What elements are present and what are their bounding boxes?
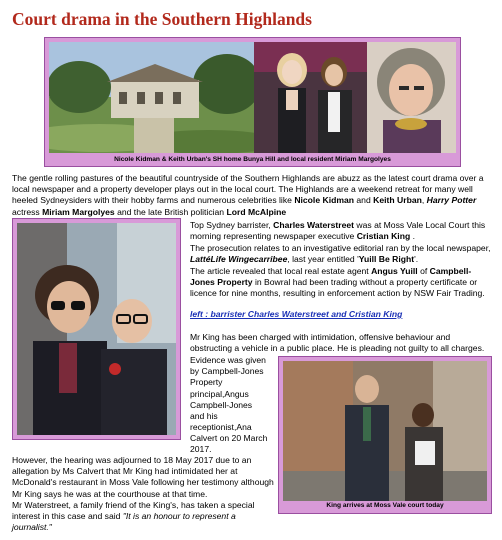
headline: Court drama in the Southern Highlands [12,9,312,29]
left-photo-frame [12,218,181,440]
waterstreet-king-photo [17,223,176,435]
barrister-paragraph: Top Sydney barrister, Charles Waterstreet was at Moss Vale Local Court this morning representing newspaper executive Cristian King . [190,220,486,242]
article-paragraph: The article revealed that local real estate agent Angus Yuill of Campbell-Jones Property in Bowral had been trading without a property certificate or licence for nine months, resulting in enforcement action by NSW Fair Trading. [190,266,485,299]
court-photo-caption: King arrives at Moss Vale court today [326,502,444,509]
king-arrives-photo [283,361,487,501]
kidman-urban-photo [254,42,367,153]
miriam-margolyes-photo [367,42,456,153]
left-caption-link[interactable]: left : barrister Charles Waterstreet and Cristian King [190,309,403,319]
waterstreet-quote-paragraph: Mr Waterstreet, a family friend of the King's, has taken a special interest in this case and said "It is an honour to represent a journalist." [12,500,255,533]
top-photo-caption: Nicole Kidman & Keith Urban's SH home Bunya Hill and local resident Miriam Margolyes [114,156,391,163]
charges-paragraph: Mr King has been charged with intimidation, offensive behaviour and obstructing a vehicle in a public place. He is pleading not guilty to all charges. [190,332,485,354]
top-photo-frame [44,37,461,167]
evidence-paragraph: Evidence was given by Campbell-Jones Property principal,Angus Campbell-Jones and his receptionist,Ana Calvert on 20 March 2017. [190,355,268,455]
bunya-hill-photo [49,42,254,153]
adjournment-paragraph: However, the hearing was adjourned to 18 May 2017 due to an allegation by Ms Calvert that Mr King had intimidated her at McDonald's restaurant in Moss Vale following her testimony although Mr King says he was at the courthouse at that time. [12,455,274,499]
intro-paragraph: The gentle rolling pastures of the beautiful countryside of the Southern Highlands are abuzz as the latest court drama over a local newspaper and a property developer plays out in the local court. The Highlands are a weekend retreat for many well heeled Sydneysiders with their hobby farms and numerous celebrities like Nicole Kidman and Keith Urban, Harry Potter actress Miriam Margolyes and the late British politician Lord McAlpine [12,173,484,217]
prosecution-paragraph: The prosecution relates to an investigative editorial ran by the local newspaper, LattéLife Wingecarribee, last year entitled 'Yuill Be Right'. [190,243,491,265]
court-photo-frame [278,356,492,514]
